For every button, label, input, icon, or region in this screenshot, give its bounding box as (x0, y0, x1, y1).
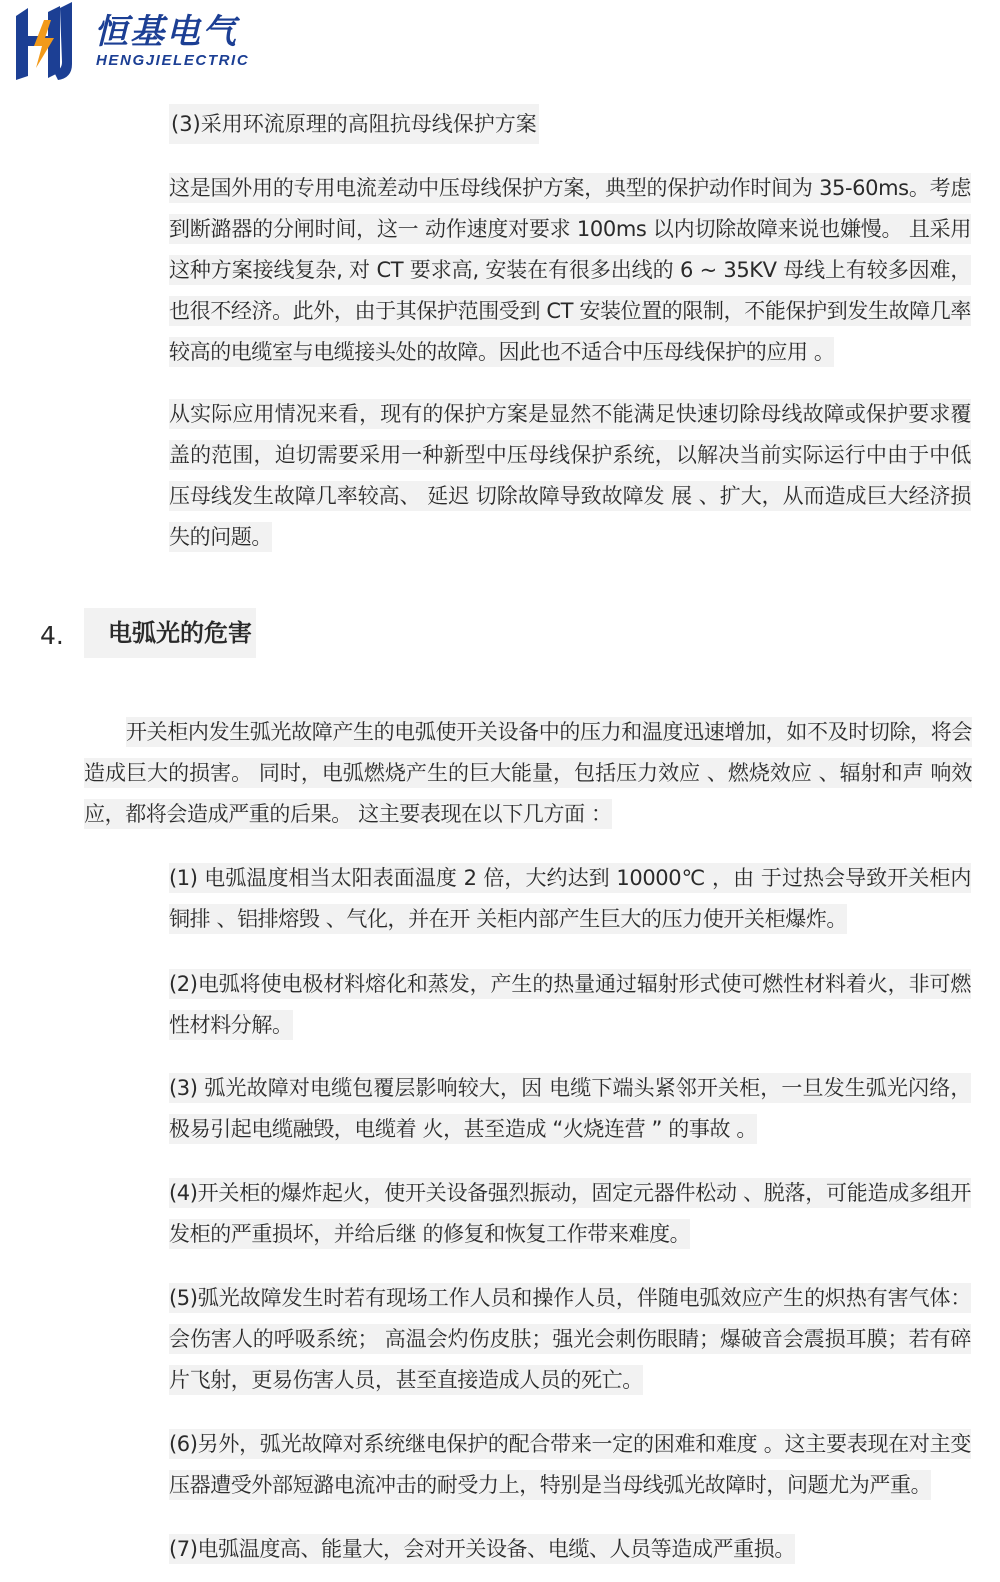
hazard-item-text: (4)开关柜的爆炸起火，使开关设备强烈振动，固定元器件松动 、脱落，可能造成多组开发柜的严重损坏，并给后继 的修复和恢复工作带来难度。 (169, 1178, 971, 1249)
section-number: 4. (40, 621, 64, 650)
hazard-item (169, 1173, 971, 1255)
company-logo (14, 2, 274, 82)
logo-chinese-name: 恒基电气 (94, 12, 238, 52)
lead-paragraph-text: 开关柜内发生弧光故障产生的电弧使开关设备中的压力和温度迅速增加，如不及时切除，将会造成巨大的损害。 同时，电弧燃烧产生的巨大能量，包括压力效应 、燃烧效应 、辐射和声 响效应，都将会造成严重的后果。 这主要表现在以下几方面 ： (84, 717, 972, 829)
paragraph (169, 394, 971, 558)
hj-logo-icon (14, 2, 80, 82)
logo-english-name: HENGJIELECTRIC (96, 52, 250, 69)
hazard-item-text: (5)弧光故障发生时若有现场工作人员和操作人员，伴随电弧效应产生的炽热有害气体：会伤害人的呼吸系统； 高温会灼伤皮肤；强光会刺伤眼睛；爆破音会震损耳膜；若有碎片飞射，更易伤害人员，甚至直接造成人员的死亡。 (169, 1283, 971, 1395)
paragraph (169, 168, 971, 373)
hazard-item-text: (7)电弧温度高、能量大，会对开关设备、电缆、人员等造成严重损。 (169, 1534, 795, 1564)
hazard-item (169, 1529, 971, 1570)
hazard-item (169, 1068, 971, 1150)
hazard-item-text: (1) 电弧温度相当太阳表面温度 2 倍，大约达到 10000℃ ，由 于过热会导致开关柜内铜排 、铝排熔毁 、气化，并在开 关柜内部产生巨大的压力使开关柜爆炸。 (169, 863, 971, 934)
hazard-item (169, 1424, 971, 1506)
hazard-item-text: (3) 弧光故障对电缆包覆层影响较大，因 电缆下端头紧邻开关柜，一旦发生弧光闪络，极易引起电缆融毁，电缆着 火，甚至造成 “火烧连营 ” 的事故 。 (169, 1073, 971, 1144)
section-title: 电弧光的危害 (84, 608, 256, 658)
hazard-item-text: (6)另外，弧光故障对系统继电保护的配合带来一定的困难和难度 。这主要表现在对主变压器遭受外部短潞电流冲击的耐受力上，特别是当母线弧光故障时，问题尤为严重。 (169, 1429, 971, 1500)
hazard-item (169, 964, 971, 1046)
paragraph-text: 这是国外用的专用电流差动中压母线保护方案，典型的保护动作时间为 35-60ms。考虑到断潞器的分闸时间，这一 动作速度对要求 100ms 以内切除故障来说也嫌慢。 且采用这种方案接线复杂, 对 CT 要求高, 安装在有很多出线的 6 ~ 35KV 母线上有较多因难，也很不经济。此外，由于其保护范围受到 CT 安装位置的限制，不能保护到发生故障几率 较高的电缆室与电缆接头处的故障。因此也不适合中压母线保护的应用 。 (169, 173, 971, 367)
hazard-item (169, 1278, 971, 1401)
paragraph-text: 从实际应用情况来看，现有的保护方案是显然不能满足快速切除母线故障或保护要求覆盖的范围，迫切需要采用一种新型中压母线保护系统，以解决当前实际运行中由于中低压母线发生故障几率较高、 延迟 切除故障导致故障发 展 、扩大，从而造成巨大经济损失的问题。 (169, 399, 971, 552)
hazard-item (169, 858, 971, 940)
lead-paragraph (84, 712, 972, 835)
hazard-item-text: (2)电弧将使电极材料熔化和蒸发，产生的热量通过辐射形式使可燃性材料着火，非可燃性材料分解。 (169, 969, 971, 1040)
subsection-title: (3)采用环流原理的高阻抗母线保护方案 (169, 104, 539, 144)
